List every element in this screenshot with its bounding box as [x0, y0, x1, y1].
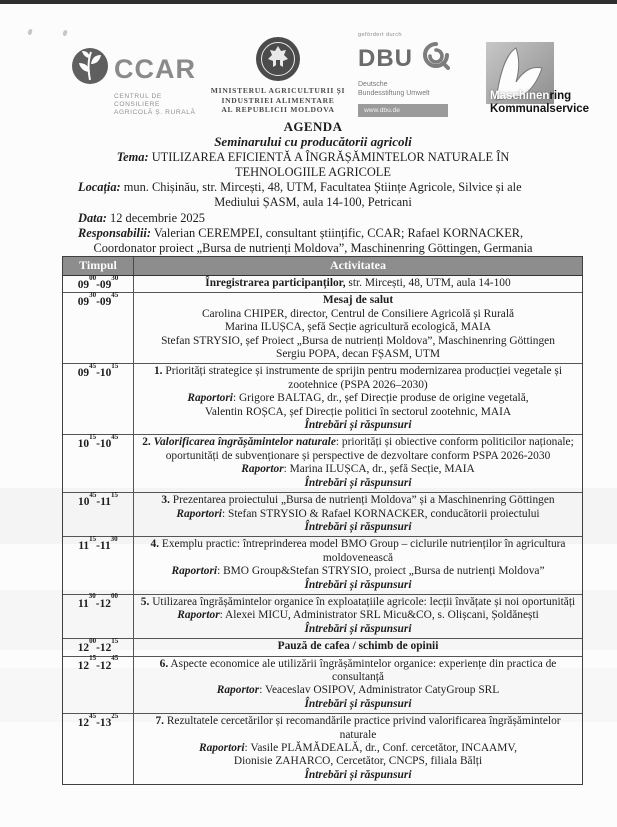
- table-row: [63, 534, 582, 595]
- text-segment: Tema:: [116, 149, 149, 164]
- text-segment: Utilizarea îngrășămintelor organice în exploatațiile agricole: lecții învățate și noi oportunități: [149, 595, 576, 608]
- text-segment: Întrebări și răspunsuri: [304, 768, 412, 781]
- table-row: [63, 432, 582, 493]
- ccar-logo: [70, 46, 210, 117]
- time-cell: $09^{00}-09^{30}$: [63, 276, 134, 292]
- dbu-website-label: www.dbu.de: [358, 104, 448, 117]
- text-line: [140, 406, 576, 419]
- table-row: [63, 361, 582, 435]
- ccar-subtitle-line2: AGRICOLĂ Ș. RURALĂ: [114, 109, 196, 116]
- table-row: [63, 636, 582, 656]
- text-line: [140, 658, 576, 685]
- text-segment: Întrebări și răspunsuri: [304, 697, 412, 710]
- text-segment: Întrebări și răspunsuri: [304, 520, 412, 533]
- text-segment: : BMO Group&Stefan STRYSIO, proiect „Bursa de nutrienți Moldova”: [217, 565, 545, 578]
- text-segment: Pauză de cafea / schimb de opinii: [277, 640, 439, 653]
- dbu-line1: Deutsche: [358, 81, 388, 88]
- text-segment: str. Mircești, 48, UTM, aula 14-100: [345, 277, 511, 289]
- table-row: [63, 711, 582, 784]
- table-row: [63, 592, 582, 639]
- text-segment: Responsabilii:: [78, 226, 151, 241]
- text-segment: Data:: [78, 210, 107, 225]
- agenda-rows: [63, 273, 582, 784]
- text-segment: Raportori: [171, 565, 218, 578]
- text-segment: 12 decembrie 2025: [106, 210, 205, 225]
- text-segment: Aspecte economice ale utilizării îngrășămintelor organice: experiențe din practica de consultanță: [168, 657, 557, 683]
- text-line: [140, 640, 576, 653]
- activity-cell: [134, 435, 582, 492]
- text-segment: : Grigore BALTAG, dr., șef Direcție produse de origine vegetală,: [232, 392, 529, 405]
- text-line: [140, 348, 576, 361]
- text-segment: 6.: [159, 657, 169, 670]
- text-segment: Raportor: [177, 609, 220, 622]
- text-segment: 7.: [155, 715, 164, 728]
- title-block: [78, 119, 548, 257]
- text-segment: Exemplu practic: întreprinderea model BMO Group – ciclurile nutrienților în agricultura moldovenească: [159, 538, 566, 564]
- text-segment: Raportori: [176, 507, 222, 520]
- ccar-subtitle-line1: CENTRUL DE CONSILIERE: [114, 93, 162, 108]
- text-line: [140, 521, 576, 534]
- activity-cell: [134, 276, 582, 292]
- text-segment: Dionisie ZAHARCO, Cercetător, CNCPS, filiala Bălți: [233, 755, 483, 768]
- text-segment: UTILIZAREA EFICIENTĂ A ÎNGRĂȘĂMINTELOR NATURALE ÎN: [148, 149, 510, 164]
- text-segment: Întrebări și răspunsuri: [304, 419, 412, 432]
- text-line: [140, 463, 576, 476]
- dbu-line2: Bundesstiftung Umwelt: [358, 89, 430, 97]
- pen-mark: [62, 30, 67, 37]
- text-segment: mun. Chișinău, str. Mircești, 48, UTM, Facultatea Științe Agricole, Silvice și ale: [120, 180, 522, 195]
- text-line: [140, 769, 576, 782]
- activity-cell: [134, 537, 582, 594]
- text-segment: Întrebări și răspunsuri: [304, 622, 412, 635]
- time-cell: $11^{15}-11^{30}$: [63, 537, 134, 594]
- text-line: [140, 538, 576, 565]
- activity-cell: [134, 364, 582, 434]
- text-segment: Mediului ȘASM, aula 14-100, Petricani: [214, 195, 412, 210]
- text-segment: Sergiu POPA, decan FȘASM, UTM: [276, 348, 440, 361]
- text-segment: : Marina ILUȘCA, dr., șefă Secție, MAIA: [283, 463, 475, 476]
- text-segment: Valorificarea îngrășămintelor naturale: [153, 436, 336, 449]
- time-cell: $11^{30}-12^{00}$: [63, 595, 134, 638]
- moldova-coat-of-arms-icon: [255, 36, 301, 82]
- activity-cell: [134, 714, 582, 784]
- agenda-table: [62, 256, 583, 785]
- text-segment: Rezultatele cercetărilor și recomandările practice privind valorificarea îngrășămintelor naturale: [163, 715, 561, 741]
- ccar-acronym: CCAR: [114, 53, 196, 84]
- activity-cell: [134, 639, 582, 655]
- text-segment: Întrebări și răspunsuri: [304, 476, 412, 489]
- text-line: [140, 477, 576, 490]
- dbu-acronym: DBU: [358, 44, 413, 72]
- maschinenring-logo: [486, 42, 616, 115]
- text-line: [78, 165, 548, 180]
- text-segment: Valentin ROȘCA, șef Direcție politici în sectorul zootehnic, MAIA: [204, 405, 512, 418]
- text-segment: : Alexei MICU, Administrator SRL Micu&CO, s. Olișcani, Șoldănești: [219, 609, 539, 622]
- ministry-logo: [208, 36, 348, 115]
- text-segment: 3.: [161, 494, 170, 507]
- ministry-line1: MINISTERUL AGRICULTURII ȘI: [210, 86, 346, 95]
- pen-mark: [27, 29, 32, 36]
- activity-cell: [134, 293, 582, 363]
- text-line: [140, 565, 576, 578]
- column-header-time: Timpul: [63, 257, 134, 275]
- text-line: [140, 436, 576, 463]
- text-segment: Raportor: [241, 463, 284, 476]
- info-block: [78, 150, 548, 257]
- text-line: [140, 698, 576, 711]
- time-cell: $09^{30}-09^{45}$: [63, 293, 134, 363]
- table-row: [63, 654, 582, 715]
- ccar-plant-icon: [70, 46, 110, 91]
- page-title: AGENDA: [283, 119, 343, 134]
- text-segment: : Vasile PLĂMĂDEALĂ, dr., Conf. cercetător, INCAAMV,: [244, 742, 518, 754]
- table-row: [63, 273, 582, 293]
- text-line: [140, 684, 576, 697]
- text-segment: TEHNOLOGIILE AGRICOLE: [235, 164, 391, 179]
- text-line: [140, 392, 576, 405]
- text-line: [140, 742, 576, 755]
- text-line: [140, 277, 576, 290]
- text-line: [140, 508, 576, 521]
- text-line: [140, 365, 576, 392]
- page-subtitle: Seminarului cu producătorii agricoli: [214, 134, 412, 150]
- text-line: [140, 609, 576, 622]
- text-line: [78, 226, 548, 241]
- ministry-line3: AL REPUBLICII MOLDOVA: [221, 105, 335, 115]
- text-segment: Prezentarea proiectului „Bursa de nutrienți Moldova” și a Maschinenring Göttingen: [169, 494, 555, 507]
- activity-cell: [134, 657, 582, 714]
- text-segment: Marina ILUȘCA, șefă Secție agricultură ecologică, MAIA: [224, 321, 492, 334]
- time-cell: $12^{00}-12^{15}$: [63, 639, 134, 655]
- text-segment: Înregistrarea participanților,: [205, 277, 346, 289]
- text-line: [140, 623, 576, 636]
- text-line: [140, 755, 576, 768]
- text-line: [140, 294, 576, 307]
- text-line: [140, 715, 576, 742]
- text-segment: Carolina CHIPER, director, Centrul de Consiliere Agricolă și Rurală: [201, 307, 515, 320]
- text-segment: Raportori: [187, 392, 233, 405]
- text-line: [78, 195, 548, 210]
- text-line: [140, 308, 576, 321]
- text-line: [140, 596, 576, 609]
- dbu-logo: [358, 32, 466, 117]
- activity-cell: [134, 595, 582, 638]
- text-segment: Stefan STRYSIO, șef Proiect „Bursa de nutrienți Moldova”, Maschinenring Göttingen: [161, 334, 555, 347]
- text-segment: Raportor: [216, 684, 260, 697]
- dbu-funded-by-label: gefördert durch: [358, 32, 402, 38]
- text-segment: Raportori: [198, 742, 245, 754]
- dbu-swirl-icon: [421, 41, 451, 76]
- time-cell: $10^{45}-11^{15}$: [63, 493, 134, 536]
- maschinenring-name-black: ring: [549, 90, 572, 102]
- time-cell: $12^{45}-13^{25}$: [63, 714, 134, 784]
- text-line: [140, 419, 576, 432]
- text-line: [140, 579, 576, 592]
- table-row: [63, 490, 582, 537]
- text-segment: 2.: [142, 436, 151, 449]
- scan-top-edge: [0, 0, 617, 4]
- ministry-line2: INDUSTRIEI ALIMENTARE: [221, 95, 335, 105]
- text-line: [140, 335, 576, 348]
- text-segment: Valerian CEREMPEI, consultant științific, CCAR; Rafael KORNACKER,: [150, 226, 524, 241]
- time-cell: $10^{15}-10^{45}$: [63, 435, 134, 492]
- text-segment: Priorități strategice și instrumente de sprijin pentru modernizarea producției vegetale și zootehnice (PSPA 2026–2030): [162, 365, 563, 391]
- text-segment: Mesaj de salut: [322, 294, 394, 307]
- text-line: [78, 150, 548, 165]
- text-segment: 1.: [153, 365, 163, 378]
- text-segment: : Veaceslav OSIPOV, Administrator CatyGroup SRL: [259, 684, 500, 697]
- text-segment: Întrebări și răspunsuri: [304, 578, 412, 591]
- text-segment: : priorități și obiective conform politicilor naționale; oportunități de subvenționare și perspective de dezvoltare conform PSPA 2026-2030: [165, 436, 574, 462]
- table-header: [63, 257, 582, 276]
- text-line: [140, 321, 576, 334]
- text-line: [78, 211, 548, 226]
- text-segment: Locația:: [78, 180, 121, 195]
- text-segment: : Stefan STRYSIO & Rafael KORNACKER, conducătorii proiectului: [221, 507, 540, 520]
- column-header-activity: Activitatea: [330, 258, 386, 272]
- text-line: [78, 241, 548, 256]
- table-row: [63, 290, 582, 364]
- activity-cell: [134, 493, 582, 536]
- maschinenring-line2: Kommunalservice: [490, 103, 590, 115]
- text-line: [140, 494, 576, 507]
- text-line: [78, 180, 548, 195]
- time-cell: $09^{45}-10^{15}$: [63, 364, 134, 434]
- text-segment: 5.: [140, 595, 150, 608]
- text-segment: 4.: [150, 538, 160, 551]
- text-segment: Coordonator proiect „Bursa de nutrienți Moldova”, Maschinenring Göttingen, Germania: [93, 241, 533, 256]
- maschinenring-name-white: Maschinen: [490, 90, 550, 102]
- time-cell: $12^{15}-12^{45}$: [63, 657, 134, 714]
